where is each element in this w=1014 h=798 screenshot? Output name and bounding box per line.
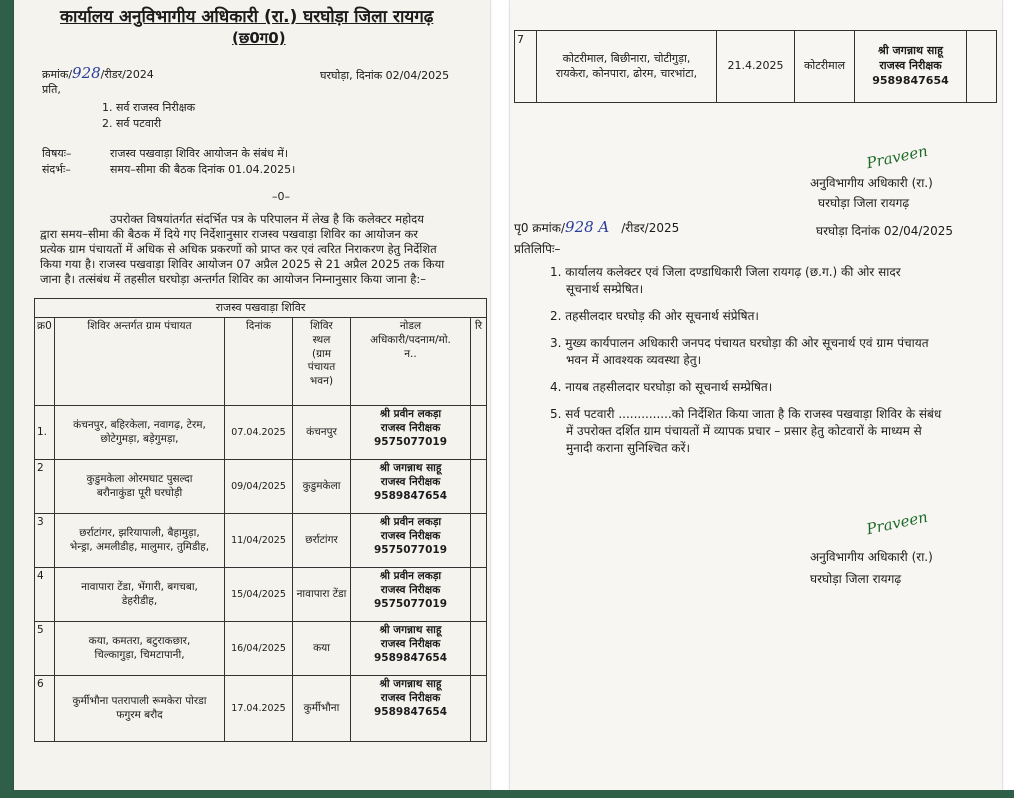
signature-1: Praveen [864,141,930,173]
scan-left-edge [0,0,14,798]
signoff-1-place: घरघोड़ा जिला रायगढ़ [818,196,910,210]
office-title: कार्यालय अनुविभागीय अधिकारी (रा.) घरघोड़ा जिला रायगढ़ [60,7,434,27]
table-row: 5 कया, कमतरा, बटुराकछार, चिल्कागुड़ा, चिमटापानी, 16/04/2025 कया श्री जगन्नाथ साहू राजस्व निरीक्षक 9589847654 [35,622,487,676]
signoff-1-designation: अनुविभागीय अधिकारी (रा.) [810,176,933,190]
sandarbh-label: संदर्भः– [42,163,71,176]
header-sno: क्र0 [35,318,55,406]
vishay-label: विषयः– [42,147,72,160]
body-line: प्रत्येक ग्राम पंचायतों में अधिक से अधिक प्रकरणों को प्राप्त कर एवं त्वरित निराकरण हेतु निर्देशित [40,242,437,256]
copy-list [550,264,990,457]
pr-kramank-suffix: /रीडर/2025 [621,221,680,235]
signoff-1-date: घरघोड़ा दिनांक 02/04/2025 [816,224,953,238]
body-line: उपरोक्त विषयांतर्गत संदर्भित पत्र के परिपालन में लेख है कि कलेक्टर महोदय [110,212,424,226]
kramank-number-handwritten: 928 [72,64,101,82]
header-officer: नोडल अधिकारी/पदनाम/मो. न.. [351,318,471,406]
list-item: 3. मुख्य कार्यपालन अधिकारी जनपद पंचायत घरघोड़ा की ओर सूचनार्थ एवं ग्राम पंचायत भवन में आवश्यक व्यवस्था हेतु। [550,336,929,367]
camp-table-continuation [514,30,997,103]
header-venue: शिविर स्थल (ग्राम पंचायत भवन) [293,318,351,406]
header-village: शिविर अन्तर्गत ग्राम पंचायत [55,318,225,406]
list-item: 2. तहसीलदार घरघोड़ की ओर सूचनार्थ संप्रेषित। [550,309,759,323]
pratilipi-label: प्रतिलिपिः– [514,242,561,256]
camp-schedule-table [34,298,487,742]
body-paragraph [40,212,480,287]
state-label: (छ0ग0) [232,29,286,47]
table-row: 3 छर्राटांगर, झरियापाली, बैहामुड़ा, भेन्ड्रा, अमलीडीह, मालुमार, तुमिडीह, 11/04/2025 छर्राटांगर श्री प्रवीन लकड़ा राजस्व निरीक्षक 9575077019 [35,514,487,568]
signoff-2-place: घरघोड़ा जिला रायगढ़ [810,572,902,586]
pr-kramank-line [514,218,679,236]
table-row: 1. कंचनपुर, बहिरकेला, नवागढ़, टेरम, छोटेगुमड़ा, बड़ेगुमड़ा, 07.04.2025 कंचनपुर श्री प्रवीन लकड़ा राजस्व निरीक्षक 9575077019 [35,406,487,460]
pr-kramank-number-handwritten: 928 A [565,218,610,236]
scan-bottom-edge [0,790,1014,798]
kramank-suffix: /रीडर/2024 [100,68,154,81]
body-line: द्वारा समय–सीमा की बैठक में दिये गए निर्देशानुसार राजस्व पखवाड़ा शिविर का आयोजन कर [40,227,418,241]
list-item: 4. नायब तहसीलदार घरघोड़ा को सूचनार्थ सम्प्रेषित। [550,380,773,394]
recipient-2: 2. सर्व पटवारी [102,117,162,130]
letter-page-2 [510,0,1002,798]
list-item: 1. कार्यालय कलेक्टर एवं जिला दण्डाधिकारी जिला रायगढ़ (छ.ग.) की ओर सादर सूचनार्थ सम्प्रेषित। [550,265,901,296]
table-row: 6 कुर्मीभौना पतरापाली रूमकेरा पोरडा फगुरम बरौद 17.04.2025 कुर्मीभौना श्री जगन्नाथ साहू राजस्व निरीक्षक 9589847654 [35,676,487,742]
letter-page-1 [14,0,490,798]
place-date: घरघोड़ा, दिनांक 02/04/2025 [320,69,450,82]
header-remark: रि [471,318,487,406]
table-row: 4 नावापारा टेंडा, भेंगारी, बगचबा, डेहरीडीह, 15/04/2025 नावापारा टेंडा श्री प्रवीन लकड़ा राजस्व निरीक्षक 9575077019 [35,568,487,622]
kramank-line [42,64,154,82]
prati-label: प्रति, [42,83,61,96]
signature-2: Praveen [864,507,930,539]
body-line: किया गया है। राजस्व पखवाड़ा शिविर आयोजन 07 अप्रैल 2025 से 21 अप्रैल 2025 तक किया [40,257,445,271]
list-item: 5. सर्व पटवारी ..............को निर्देशित किया जाता है कि राजस्व पखवाड़ा शिविर के संबंध में उपरोक्त दर्शित ग्राम पंचायतों में व्यापक प्रचार – प्रसार हेतु कोटवारों के माध्यम से मुनादी कराना सुनिश्चित करें। [550,407,942,455]
sandarbh-text: समय–सीमा की बैठक दिनांक 01.04.2025। [110,163,296,176]
recipient-1: 1. सर्व राजस्व निरीक्षक [102,101,196,114]
table-row: 7 कोटरीमाल, बिछीनारा, चोटीगुड़ा, रायकेरा, कोनपारा, ढोरम, चारभांटा, 21.4.2025 कोटरीमाल श्री जगन्नाथ साहू राजस्व निरीक्षक 9589847654 [515,31,997,103]
separator: –0– [272,190,290,203]
header-date: दिनांक [225,318,293,406]
kramank-prefix: क्रमांक/ [42,68,73,81]
vishay-text: राजस्व पखवाड़ा शिविर आयोजन के संबंध में। [110,147,289,160]
table-row: 2 कुडुमकेला ओरमघाट पुसल्दा बरौनाकुंडा पूरी घरघोड़ी 09/04/2025 कुडुमकेला श्री जगन्नाथ साहू राजस्व निरीक्षक 9589847654 [35,460,487,514]
body-line: जाना है। तत्संबंध में तहसील घरघोड़ा अन्तर्गत शिविर का आयोजन निम्नानुसार किया जाना है:– [40,272,427,286]
pr-kramank-prefix: पृ0 क्रमांक/ [514,221,566,235]
table-title: राजस्व पखवाड़ा शिविर [35,299,487,318]
signoff-2-designation: अनुविभागीय अधिकारी (रा.) [810,550,933,564]
